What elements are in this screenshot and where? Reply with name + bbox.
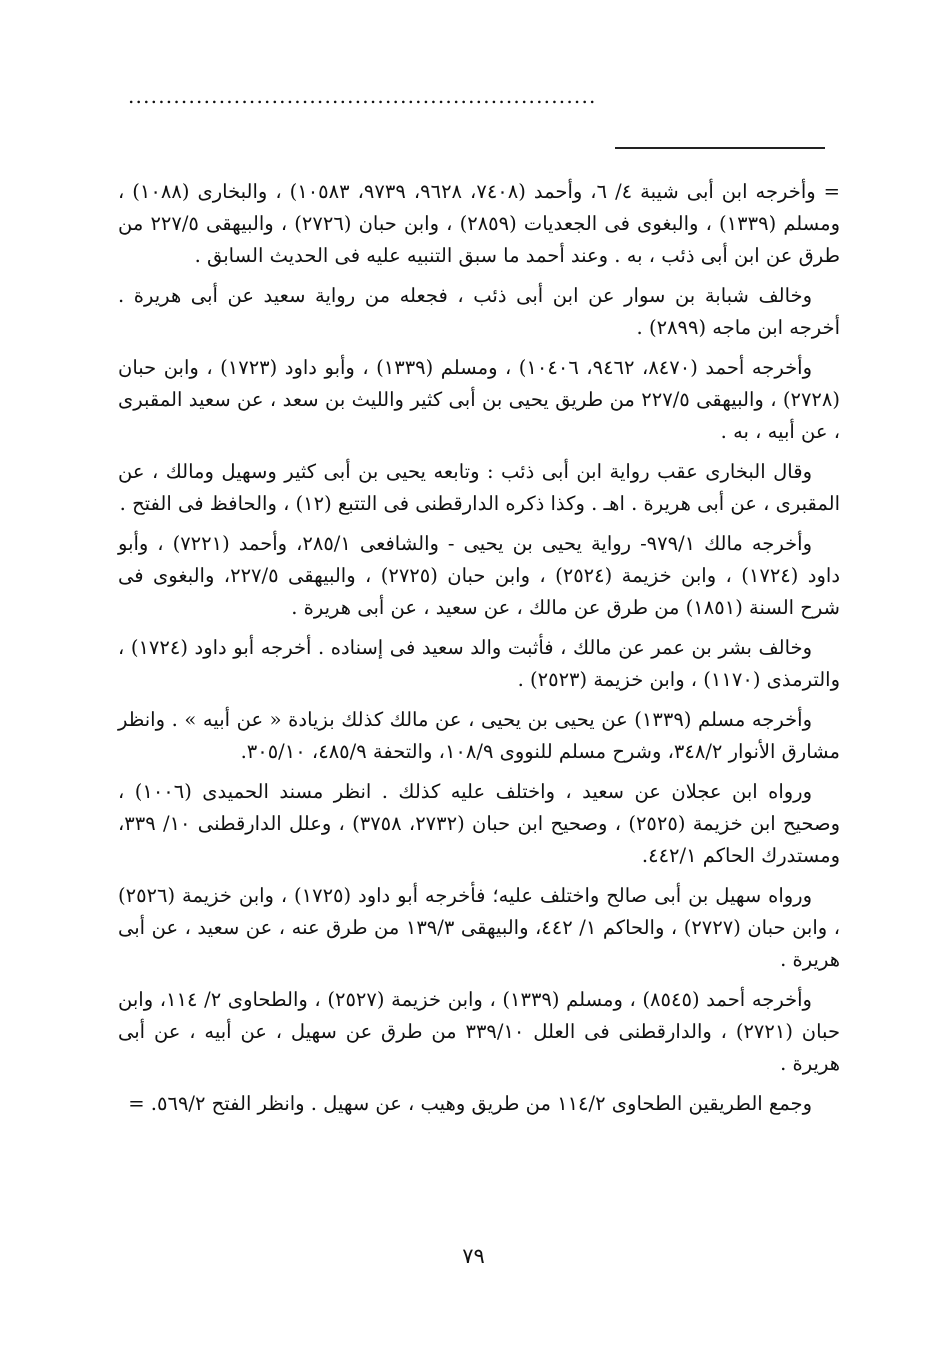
paragraph: = وأخرجه ابن أبى شيبة ٤/ ٦، وأحمد (٧٤٠٨، ٩٦٢٨، ٩٧٣٩، ١٠٥٨٣) ، والبخارى (١٠٨٨) ، ومسلم (١٣٣٩) ، والبغوى فى الجعديات (٢٨٥٩) ، وابن حبان (٢٧٢٦) ، والبيهقى ٢٢٧/٥ من طرق عن ابن أبى ذئب ، به . وعند أحمد ما سبق التنبيه عليه فى الحديث السابق . [118,180,841,267]
footnote-text [118,176,840,1128]
paragraph: وأخرجه أحمد (٨٥٤٥) ، ومسلم (١٣٣٩) ، وابن خزيمة (٢٥٢٧) ، والطحاوى ٢/ ١١٤، وابن حبان (٢٧٢١) ، والدارقطنى فى العلل ٣٣٩/١٠ من طرق عن سهيل ، عن أبيه ، عن أبى هريرة . [118,988,840,1075]
paragraph: وجمع الطريقين الطحاوى ١١٤/٢ من طريق وهيب ، عن سهيل . وانظر الفتح ٥٦٩/٢. = [128,1092,812,1115]
page-number: ٧٩ [462,1244,485,1268]
paragraph: وأخرجه أحمد (٨٤٧٠، ٩٤٦٢، ١٠٤٠٦) ، ومسلم (١٣٣٩) ، وأبو داود (١٧٢٣) ، وابن حبان (٢٧٢٨) ، والبيهقى ٢٢٧/٥ من طريق يحيى بن أبى كثير والليث بن سعد ، عن سعيد المقبرى ، عن أبيه ، به . [118,356,840,443]
paragraph: وأخرجه مسلم (١٣٣٩) عن يحيى بن يحيى ، عن مالك كذلك بزيادة « عن أبيه » . وانظر مشارق الأنوار ٣٤٨/٢، وشرح مسلم للنووى ١٠٨/٩، والتحفة ٤٨٥/٩، ٣٠٥/١٠. [118,708,840,763]
footnote-rule [615,147,825,149]
paragraph: ورواه سهيل بن أبى صالح واختلف عليه؛ فأخرجه أبو داود (١٧٢٥) ، وابن خزيمة (٢٥٢٦) ، وابن حبان (٢٧٢٧) ، والحاكم ١/ ٤٤٢، والبيهقى ١٣٩/٣ من طرق عنه ، عن سعيد ، عن أبى هريرة . [118,884,840,971]
paragraph: وخالف بشر بن عمر عن مالك ، فأثبت والد سعيد فى إسناده . أخرجه أبو داود (١٧٢٤) ، والترمذى (١١٧٠) ، وابن خزيمة (٢٥٢٣) . [118,636,840,691]
paragraph: وأخرجه مالك ٩٧٩/١- رواية يحيى بن يحيى - والشافعى ٢٨٥/١، وأحمد (٧٢٢١) ، وأبو داود (١٧٢٤) ، وابن خزيمة (٢٥٢٤) ، وابن حبان (٢٧٢٥) ، والبيهقى ٢٢٧/٥، والبغوى فى شرح السنة (١٨٥١) من طرق عن مالك ، عن سعيد ، عن أبى هريرة . [118,532,841,619]
paragraph: ورواه ابن عجلان عن سعيد ، واختلف عليه كذلك . انظر مسند الحميدى (١٠٠٦) ، وصحيح ابن خزيمة (٢٥٢٥) ، وصحيح ابن حبان (٢٧٣٢، ٣٧٥٨) ، وعلل الدارقطنى ١٠/ ٣٣٩، ومستدرك الحاكم ٤٤٢/١. [118,780,840,867]
dotted-separator: .............................................................. [128,86,597,106]
paragraph: وخالف شبابة بن سوار عن ابن أبى ذئب ، فجعله من رواية سعيد عن أبى هريرة . أخرجه ابن ماجه (٢٨٩٩) . [118,284,840,339]
paragraph: وقال البخارى عقب رواية ابن أبى ذئب : وتابعه يحيى بن أبى كثير وسهيل ومالك ، عن المقبرى ، عن أبى هريرة . اهـ . وكذا ذكره الدارقطنى فى التتبع (١٢) ، والحافظ فى الفتح . [118,460,840,515]
